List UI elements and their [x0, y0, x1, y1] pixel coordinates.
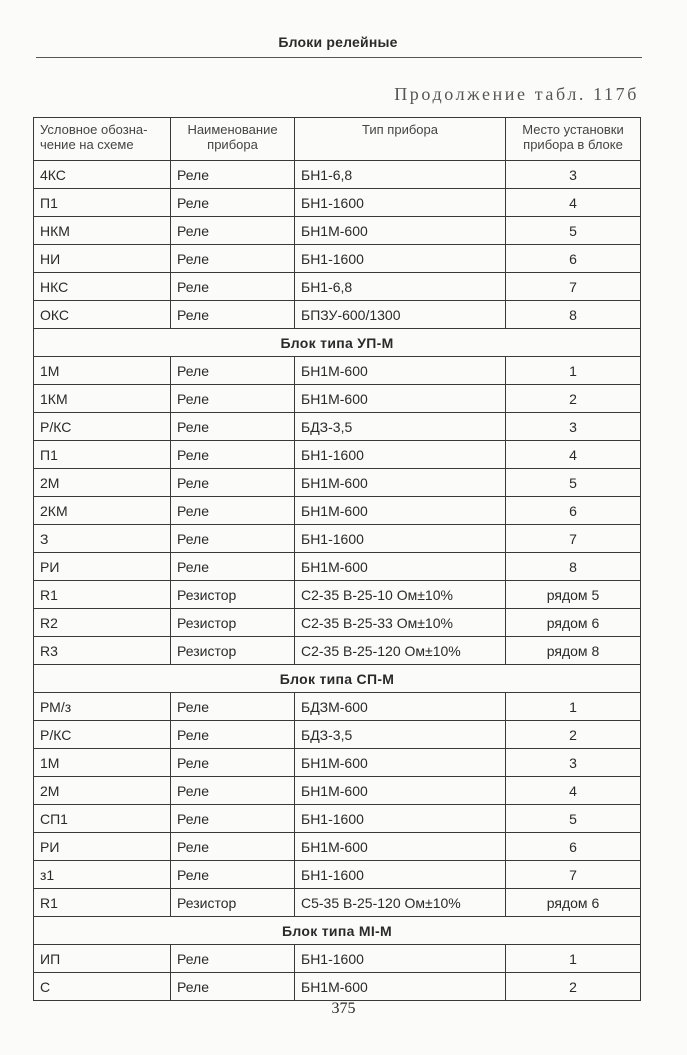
- cell-device-type: БН1-1600: [295, 441, 506, 469]
- cell-device-name: Реле: [171, 777, 295, 805]
- cell-code: НКС: [34, 273, 171, 301]
- cell-code: R2: [34, 609, 171, 637]
- cell-code: 1М: [34, 749, 171, 777]
- cell-place: 6: [506, 833, 641, 861]
- cell-device-type: БН1М-600: [295, 385, 506, 413]
- cell-device-type: С2-35 В-25-120 Ом±10%: [295, 637, 506, 665]
- cell-device-type: БН1М-600: [295, 777, 506, 805]
- section-title: Блок типа MI-M: [34, 917, 641, 945]
- table-row: [34, 973, 641, 1001]
- cell-device-type: БН1-1600: [295, 189, 506, 217]
- table-row: [34, 861, 641, 889]
- cell-place: 6: [506, 245, 641, 273]
- cell-device-type: С2-35 В-25-10 Ом±10%: [295, 581, 506, 609]
- cell-place: рядом 8: [506, 637, 641, 665]
- cell-place: 4: [506, 441, 641, 469]
- cell-device-type: С5-35 В-25-120 Ом±10%: [295, 889, 506, 917]
- cell-device-type: БН1-1600: [295, 245, 506, 273]
- table-row: [34, 805, 641, 833]
- cell-code: з1: [34, 861, 171, 889]
- cell-device-name: Реле: [171, 217, 295, 245]
- cell-code: 1М: [34, 357, 171, 385]
- cell-device-name: Резистор: [171, 609, 295, 637]
- cell-place: 5: [506, 805, 641, 833]
- cell-device-name: Реле: [171, 273, 295, 301]
- cell-device-name: Реле: [171, 245, 295, 273]
- cell-device-name: Реле: [171, 469, 295, 497]
- cell-device-type: БН1М-600: [295, 217, 506, 245]
- cell-place: 3: [506, 413, 641, 441]
- table-row: [34, 245, 641, 273]
- cell-code: НКМ: [34, 217, 171, 245]
- column-header-code: Условное обозна-чение на схеме: [34, 118, 171, 161]
- cell-device-name: Реле: [171, 357, 295, 385]
- relay-blocks-table: [33, 117, 641, 1001]
- cell-place: 4: [506, 189, 641, 217]
- table-row: [34, 385, 641, 413]
- cell-device-type: БН1-1600: [295, 805, 506, 833]
- cell-device-type: БН1-6,8: [295, 273, 506, 301]
- cell-place: 3: [506, 749, 641, 777]
- cell-place: рядом 5: [506, 581, 641, 609]
- table-row: [34, 357, 641, 385]
- cell-code: ОКС: [34, 301, 171, 329]
- cell-place: 1: [506, 357, 641, 385]
- table-row: [34, 749, 641, 777]
- table-body: [34, 161, 641, 1001]
- cell-code: П1: [34, 189, 171, 217]
- page-number: 375: [331, 1000, 356, 1017]
- cell-device-name: Реле: [171, 413, 295, 441]
- cell-device-name: Реле: [171, 497, 295, 525]
- cell-device-type: БДЗ-3,5: [295, 721, 506, 749]
- cell-device-name: Реле: [171, 861, 295, 889]
- cell-device-name: Реле: [171, 161, 295, 189]
- cell-code: П1: [34, 441, 171, 469]
- cell-device-type: БН1-1600: [295, 945, 506, 973]
- cell-device-name: Реле: [171, 441, 295, 469]
- cell-device-type: БН1-6,8: [295, 161, 506, 189]
- cell-code: 2КМ: [34, 497, 171, 525]
- cell-code: РИ: [34, 553, 171, 581]
- table-row: [34, 721, 641, 749]
- section-title: Блок типа УП-М: [34, 329, 641, 357]
- table-row: [34, 945, 641, 973]
- cell-code: Р/КС: [34, 721, 171, 749]
- cell-device-name: Реле: [171, 749, 295, 777]
- cell-place: 8: [506, 301, 641, 329]
- cell-place: 1: [506, 693, 641, 721]
- cell-device-name: Реле: [171, 301, 295, 329]
- cell-code: Р/КС: [34, 413, 171, 441]
- column-header-name: Наименование прибора: [171, 118, 295, 161]
- cell-place: 1: [506, 945, 641, 973]
- table-row: [34, 497, 641, 525]
- cell-device-type: БН1М-600: [295, 833, 506, 861]
- cell-place: 5: [506, 217, 641, 245]
- cell-place: рядом 6: [506, 609, 641, 637]
- cell-device-type: БПЗУ-600/1300: [295, 301, 506, 329]
- header-rule: [36, 57, 642, 58]
- section-row: [34, 665, 641, 693]
- section-row: [34, 917, 641, 945]
- table-row: [34, 273, 641, 301]
- cell-code: R1: [34, 889, 171, 917]
- cell-device-name: Реле: [171, 721, 295, 749]
- cell-device-name: Резистор: [171, 581, 295, 609]
- cell-device-type: БН1М-600: [295, 553, 506, 581]
- cell-place: 7: [506, 525, 641, 553]
- column-header-type: Тип прибора: [295, 118, 506, 161]
- cell-device-type: БН1М-600: [295, 973, 506, 1001]
- cell-code: 2М: [34, 777, 171, 805]
- cell-place: рядом 6: [506, 889, 641, 917]
- cell-device-type: БН1М-600: [295, 357, 506, 385]
- table-row: [34, 833, 641, 861]
- cell-code: 1КМ: [34, 385, 171, 413]
- table-header: [34, 118, 641, 161]
- cell-code: З: [34, 525, 171, 553]
- table-row: [34, 693, 641, 721]
- cell-device-name: Реле: [171, 973, 295, 1001]
- table-row: [34, 609, 641, 637]
- cell-code: 2М: [34, 469, 171, 497]
- cell-place: 7: [506, 273, 641, 301]
- cell-place: 2: [506, 973, 641, 1001]
- cell-code: РМ/з: [34, 693, 171, 721]
- cell-code: R3: [34, 637, 171, 665]
- cell-device-type: С2-35 В-25-33 Ом±10%: [295, 609, 506, 637]
- cell-device-name: Реле: [171, 805, 295, 833]
- cell-device-name: Реле: [171, 693, 295, 721]
- cell-device-type: БН1М-600: [295, 497, 506, 525]
- cell-device-type: БН1М-600: [295, 469, 506, 497]
- table-row: [34, 469, 641, 497]
- table-row: [34, 413, 641, 441]
- cell-device-type: БДЗМ-600: [295, 693, 506, 721]
- section-title: Блок типа СП-М: [34, 665, 641, 693]
- table-row: [34, 637, 641, 665]
- cell-device-type: БН1-1600: [295, 861, 506, 889]
- table-row: [34, 161, 641, 189]
- cell-place: 5: [506, 469, 641, 497]
- cell-device-name: Реле: [171, 189, 295, 217]
- table-row: [34, 777, 641, 805]
- cell-code: РИ: [34, 833, 171, 861]
- cell-place: 3: [506, 161, 641, 189]
- header-row: [34, 118, 641, 161]
- table-row: [34, 441, 641, 469]
- table-row: [34, 581, 641, 609]
- cell-code: С: [34, 973, 171, 1001]
- cell-code: СП1: [34, 805, 171, 833]
- cell-device-name: Резистор: [171, 889, 295, 917]
- table-row: [34, 301, 641, 329]
- cell-device-type: БН1М-600: [295, 749, 506, 777]
- table-row: [34, 189, 641, 217]
- cell-device-type: БДЗ-3,5: [295, 413, 506, 441]
- cell-device-name: Реле: [171, 945, 295, 973]
- cell-device-name: Резистор: [171, 637, 295, 665]
- column-header-place: Место установки прибора в блоке: [506, 118, 641, 161]
- cell-device-name: Реле: [171, 833, 295, 861]
- running-head: Блоки релейные: [278, 34, 398, 50]
- table-row: [34, 217, 641, 245]
- section-row: [34, 329, 641, 357]
- table-row: [34, 525, 641, 553]
- cell-device-name: Реле: [171, 553, 295, 581]
- cell-code: НИ: [34, 245, 171, 273]
- cell-place: 2: [506, 385, 641, 413]
- cell-device-type: БН1-1600: [295, 525, 506, 553]
- cell-place: 8: [506, 553, 641, 581]
- cell-code: R1: [34, 581, 171, 609]
- table-row: [34, 889, 641, 917]
- cell-place: 6: [506, 497, 641, 525]
- cell-device-name: Реле: [171, 525, 295, 553]
- cell-code: 4КС: [34, 161, 171, 189]
- cell-device-name: Реле: [171, 385, 295, 413]
- table-row: [34, 553, 641, 581]
- cell-code: ИП: [34, 945, 171, 973]
- table-continuation-caption: Продолжение табл. 117б: [394, 84, 639, 104]
- cell-place: 7: [506, 861, 641, 889]
- cell-place: 2: [506, 721, 641, 749]
- cell-place: 4: [506, 777, 641, 805]
